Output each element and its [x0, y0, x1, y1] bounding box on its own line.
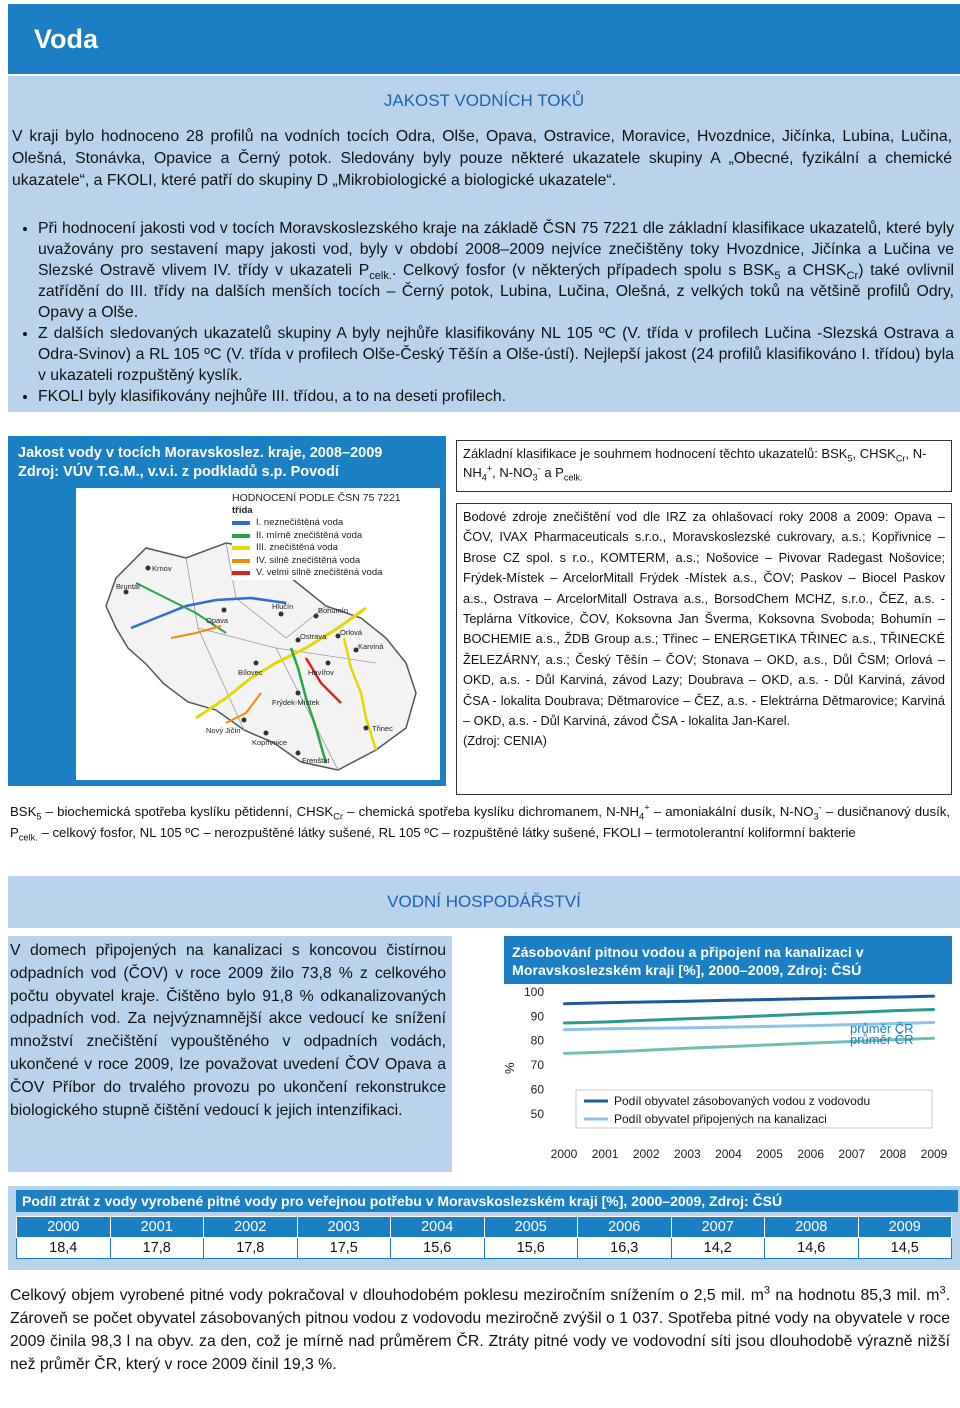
legend-title: HODNOCENÍ PODLE ČSN 75 7221: [232, 492, 401, 504]
x-tick-label: 2003: [673, 1147, 701, 1161]
losses-year-cell: 2001: [110, 1217, 204, 1238]
series-point: [851, 1011, 853, 1013]
town-label: Ostrava: [300, 632, 327, 641]
line-chart: [504, 984, 952, 1172]
wastewater-text: V domech připojených na kanalizaci s koncovou čistírnou odpadních vod (ČOV) v roce 2009 žilo 73,8 % z celkového počtu obyvatel kraje. Čištěno bylo 91,8 % odkanalizovaných odpadních vod. Za nejvýznamnější akce vedoucí ke snížení množství znečištění vypouštěného v odpadních vodách, ukončené v roce 2009, lze považovat uvedení ČOV Opava a ČOV Příbor do trvalého provozu po ukončení rekonstrukce biologického stupně čištění vedoucí k jejich intenzifikaci.: [10, 942, 446, 1119]
series-point: [851, 997, 853, 999]
y-tick-label: 80: [530, 1033, 544, 1048]
town-label: Opava: [206, 616, 229, 625]
series-point: [686, 1018, 688, 1020]
page-title: Voda: [34, 24, 99, 54]
losses-year-cell: 2008: [765, 1217, 859, 1238]
series-point: [604, 1002, 606, 1004]
series-point: [892, 996, 894, 998]
legend-subtitle: třída: [232, 504, 253, 516]
series-point: [892, 1010, 894, 1012]
losses-value-cell: 16,3: [578, 1238, 672, 1259]
pollution-sources-box: [456, 503, 952, 795]
town-label: Bohumín: [318, 606, 349, 615]
series-point: [933, 1021, 935, 1023]
annotation-label: průměr ČR: [850, 1031, 914, 1047]
legend-label: V. velmi silně znečištěná voda: [256, 567, 383, 578]
water-quality-panel: [8, 76, 960, 412]
losses-value-cell: 14,5: [858, 1238, 952, 1259]
water-management-header: [8, 876, 960, 928]
series-point: [727, 999, 729, 1001]
losses-year-row: [17, 1217, 952, 1238]
town-label: Bílovec: [238, 668, 263, 677]
losses-year-cell: 2006: [578, 1217, 672, 1238]
town-label: Krnov: [152, 564, 172, 573]
legend-swatch: [232, 571, 250, 575]
losses-value-row: [17, 1238, 952, 1259]
annotation-label: průměr ČR: [850, 1020, 914, 1036]
series-point: [809, 1024, 811, 1026]
legend-item: [232, 567, 432, 580]
series-point: [686, 1000, 688, 1002]
legend-item: [232, 517, 432, 530]
glossary: $BSK_5$ – biochemická spotřeba kyslíku pětidenní, $CHSK_{Cr}$ – chemická spotřeba kyslíku dichromanem, $N-NH_4^+$ – amoniakální dusík, $N-NO_3^-$ – dusičnanový dusík, $P_{celk.}$ – celkový fosfor, NL 105 ºC – nerozpuštěné látky sušené, RL 105 ºC – rozpuštěné látky sušené, FKOLI – termotolerantní koliformní bakterie: [10, 802, 950, 843]
legend-item: [232, 555, 432, 568]
section-title-management: VODNÍ HOSPODÁŘSTVÍ: [387, 892, 581, 911]
legend-swatch: [232, 534, 250, 538]
series-point: [933, 1037, 935, 1039]
town-label: Frýdek-Místek: [272, 698, 320, 707]
y-tick-label: 70: [530, 1058, 544, 1073]
losses-value-cell: 17,8: [110, 1238, 204, 1259]
town-label: Bruntál: [116, 582, 140, 591]
series-point: [604, 1051, 606, 1053]
series-point: [933, 995, 935, 997]
series-point: [768, 998, 770, 1000]
losses-box: [8, 1186, 960, 1270]
y-tick-label: 50: [530, 1106, 544, 1121]
losses-value-cell: 17,8: [204, 1238, 298, 1259]
series-point: [563, 1022, 565, 1024]
chart-legend-label: Podíl obyvatel zásobovaných vodou z vodovodu: [614, 1094, 871, 1108]
map-panel: [8, 436, 446, 786]
x-tick-label: 2002: [632, 1147, 660, 1161]
pollution-sources-text: Bodové zdroje znečištění vod dle IRZ za ohlašovací roky 2008 a 2009: Opava – ČOV, IVAX Pharmaceuticals s.r.o., Moravskoslezské cukrovary, a.s.; Kopřivnice – Brose CZ spol. s r.o., KOMTERM, a.s.; Nošovice – Pivovar Radegast Nošovice; Frýdek-Místek – ArcelorMitall Frýdek -Místek a.s., ČOV; Paskov – Biocel Paskov a.s., Ostrava – ArcelorMitall Ostrava a.s., BorsodChem MCHZ, s.r.o., ČEZ, a.s. - Teplárna Vítkovice, ČOV, Koksovna Jan Šverma, Koksovna Svoboda; Bohumín – BOCHEMIE a.s., ŽDB Group a.s.; Třinec – ENERGETIKA TŘINEC a.s., TŘINECKÉ ŽELEZÁRNY, a.s.; Český Těšín – ČOV; Stonava – OKD, a.s., Důl ČSM; Orlová – OKD, a.s. - Důl Karviná, závod Lazy; Doubrava – OKD, a.s. - Důl Karviná, závod ČSA - lokalita Doubrava; Dětmarovice – ČEZ, a.s. - Elektrárna Dětmarovice; Karviná – OKD, a.s. - Důl Karviná, závod ČSA - lokalita Jan-Karel.: [463, 509, 945, 729]
town-label: Hlučín: [272, 602, 294, 611]
closing-text: Celkový objem vyrobené pitné vody pokračoval v dlouhodobém poklesu meziročním snížením o 2,5 mil. $m^3$ na hodnotu 85,3 mil. $m^3$. Zároveň se počet obyvatel zásobovaných pitnou vodou z vodovodu meziročně zvýšil o 1 037. Spotřeba pitné vody na obyvatele v roce 2009 činila 98,3 l na obyv. za den, což je mírně nad průměrem ČR. Ztráty pitné vody ve vodovodní síti jsou dlouhodobě výrazně nižší než průměr ČR, který v roce 2009 činil 19,3 %.: [10, 1284, 950, 1373]
series-point: [604, 1021, 606, 1023]
x-tick-label: 2009: [920, 1147, 948, 1161]
series-point: [563, 1002, 565, 1004]
series-point: [809, 1013, 811, 1015]
x-tick-label: 2008: [879, 1147, 907, 1161]
series-point: [809, 997, 811, 999]
town-label: Třinec: [372, 724, 393, 733]
legend-item: [232, 542, 432, 555]
legend-label: III. znečištěná voda: [256, 542, 338, 553]
chart-canvas: [504, 984, 952, 1172]
series-point: [686, 1027, 688, 1029]
legend-swatch: [232, 521, 250, 525]
series-point: [727, 1045, 729, 1047]
x-tick-label: 2000: [550, 1147, 578, 1161]
losses-title: Podíl ztrát z vody vyrobené pitné vody pro veřejnou potřebu v Moravskoslezském kraji [%], 2000–2009, Zdroj: ČSÚ: [16, 1190, 958, 1212]
chart-legend-label: Podíl obyvatel připojených na kanalizaci: [614, 1112, 827, 1126]
x-tick-label: 2004: [715, 1147, 742, 1161]
y-axis-label: %: [502, 1062, 517, 1074]
legend-label: II. mírně znečištěná voda: [256, 529, 363, 541]
bullet-pollution: • Při hodnocení jakosti vod v tocích Moravskoslezského kraje na základě ČSN 75 7221 dle základní klasifikace ukazatelů, které byly uvažovány pro sestavení mapy jakosti vod, byly v období 2008–2009 nejvíce znečištěny toky Hvozdnice, Jičínka a Lučina ve Slezské Ostravě vlivem IV. třídy v ukazateli $P_{celk.}$. Celkový fosfor (v některých případech spolu s $BSK_5$ a $CHSK_{Cr}$) také ovlivnil zatřídění do III. třídy na dalších menších tocích – Černý potok, Lubina, Lučina, Olešná, z velkých toků na většině profilů Odry, Opavy a Olše.: [38, 218, 954, 323]
series-point: [933, 1008, 935, 1010]
map-caption: Jakost vody v tocích Moravskoslez. kraje, 2008–2009 Zdroj: VÚV T.G.M., v.v.i. z podkladů s.p. Povodí: [18, 445, 383, 480]
legend-swatch: [232, 559, 250, 563]
section-title-quality: JAKOST VODNÍCH TOKŮ: [383, 91, 585, 110]
basic-classification-box: Základní klasifikace je souhrnem hodnocení těchto ukazatelů: $BSK_5$, $CHSK_{Cr}$, $N-NH_4^+$, $N-NO_3^-$ a $P_{celk.}$: [456, 440, 952, 492]
series-point: [768, 1014, 770, 1016]
x-tick-label: 2006: [797, 1147, 825, 1161]
losses-year-cell: 2004: [391, 1217, 485, 1238]
town-label: Karviná: [358, 642, 384, 651]
series-point: [768, 1025, 770, 1027]
bullet-fkoli: • FKOLI byly klasifikovány nejhůře III. třídou, a to na deseti profilech.: [38, 386, 954, 407]
quality-bullets: [12, 218, 954, 407]
legend-swatch: [232, 546, 250, 550]
x-tick-label: 2007: [838, 1147, 866, 1161]
town-label: Havířov: [308, 668, 334, 677]
town-label: Nový Jičín: [206, 726, 241, 735]
y-tick-label: 100: [523, 985, 544, 999]
town-label: Kopřivnice: [252, 738, 288, 747]
series-point: [563, 1052, 565, 1054]
series-point: [768, 1044, 770, 1046]
losses-year-cell: 2000: [17, 1217, 111, 1238]
series-line-0: [564, 996, 934, 1004]
wastewater-panel: [8, 936, 452, 1172]
series-point: [809, 1042, 811, 1044]
map-legend: [232, 492, 432, 580]
bullet-other-indicators: • Z dalších sledovaných ukazatelů skupiny A byly nejhůře klasifikovány NL 105 ºC (V. třída v profilech Lučina -Slezská Ostrava a Odra-Svinov) a RL 105 ºC (V. třída v profilech Olše-Český Těšín a Olše-ústí). Nejlepší jakost (24 profilů klasifikováno I. třídou) byla v ukazateli rozpuštěný kyslík.: [38, 323, 954, 386]
series-point: [645, 1027, 647, 1029]
y-tick-label: 90: [530, 1009, 544, 1024]
map-canvas: [76, 488, 440, 780]
x-tick-label: 2001: [591, 1147, 619, 1161]
legend-label: I. neznečištěná voda: [256, 517, 344, 528]
losses-year-cell: 2002: [204, 1217, 298, 1238]
series-point: [645, 1019, 647, 1021]
losses-value-cell: 17,5: [297, 1238, 391, 1259]
pollution-sources-note: (Zdroj: CENIA): [463, 733, 547, 749]
legend-label: IV. silně znečištěná voda: [256, 554, 361, 566]
losses-year-cell: 2005: [484, 1217, 578, 1238]
series-point: [604, 1028, 606, 1030]
chart-title: Zásobování pitnou vodou a připojení na kanalizaci v Moravskoslezském kraji [%], 2000–2009, Zdroj: ČSÚ: [512, 945, 864, 979]
losses-value-cell: 15,6: [484, 1238, 578, 1259]
x-tick-label: 2005: [756, 1147, 783, 1161]
series-point: [727, 1016, 729, 1018]
header-bar: [8, 4, 960, 74]
series-point: [645, 1049, 647, 1051]
series-point: [563, 1029, 565, 1031]
series-point: [686, 1047, 688, 1049]
losses-value-cell: 15,6: [391, 1238, 485, 1259]
losses-year-cell: 2009: [858, 1217, 952, 1238]
legend-item: [232, 530, 432, 543]
series-point: [645, 1001, 647, 1003]
town-label: Frenštát: [302, 756, 330, 765]
losses-year-cell: 2003: [297, 1217, 391, 1238]
losses-year-cell: 2007: [671, 1217, 765, 1238]
losses-value-cell: 14,6: [765, 1238, 859, 1259]
losses-value-cell: 14,2: [671, 1238, 765, 1259]
town-label: Orlová: [340, 628, 363, 637]
quality-intro: V kraji bylo hodnoceno 28 profilů na vodních tocích Odra, Olše, Opava, Ostravice, Moravice, Hvozdnice, Jičínka, Lubina, Lučina, Olešná, Stonávka, Opavice a Černý potok. Sledovány byly pouze některé ukazatele skupiny A „Obecné, fyzikální a chemické ukazatele“, a FKOLI, které patří do skupiny D „Mikrobiologické a biologické ukazatele“.: [12, 128, 952, 189]
chart-panel: [504, 936, 952, 1172]
losses-table: [16, 1216, 952, 1259]
series-point: [727, 1026, 729, 1028]
losses-value-cell: 18,4: [17, 1238, 111, 1259]
y-tick-label: 60: [530, 1082, 544, 1097]
